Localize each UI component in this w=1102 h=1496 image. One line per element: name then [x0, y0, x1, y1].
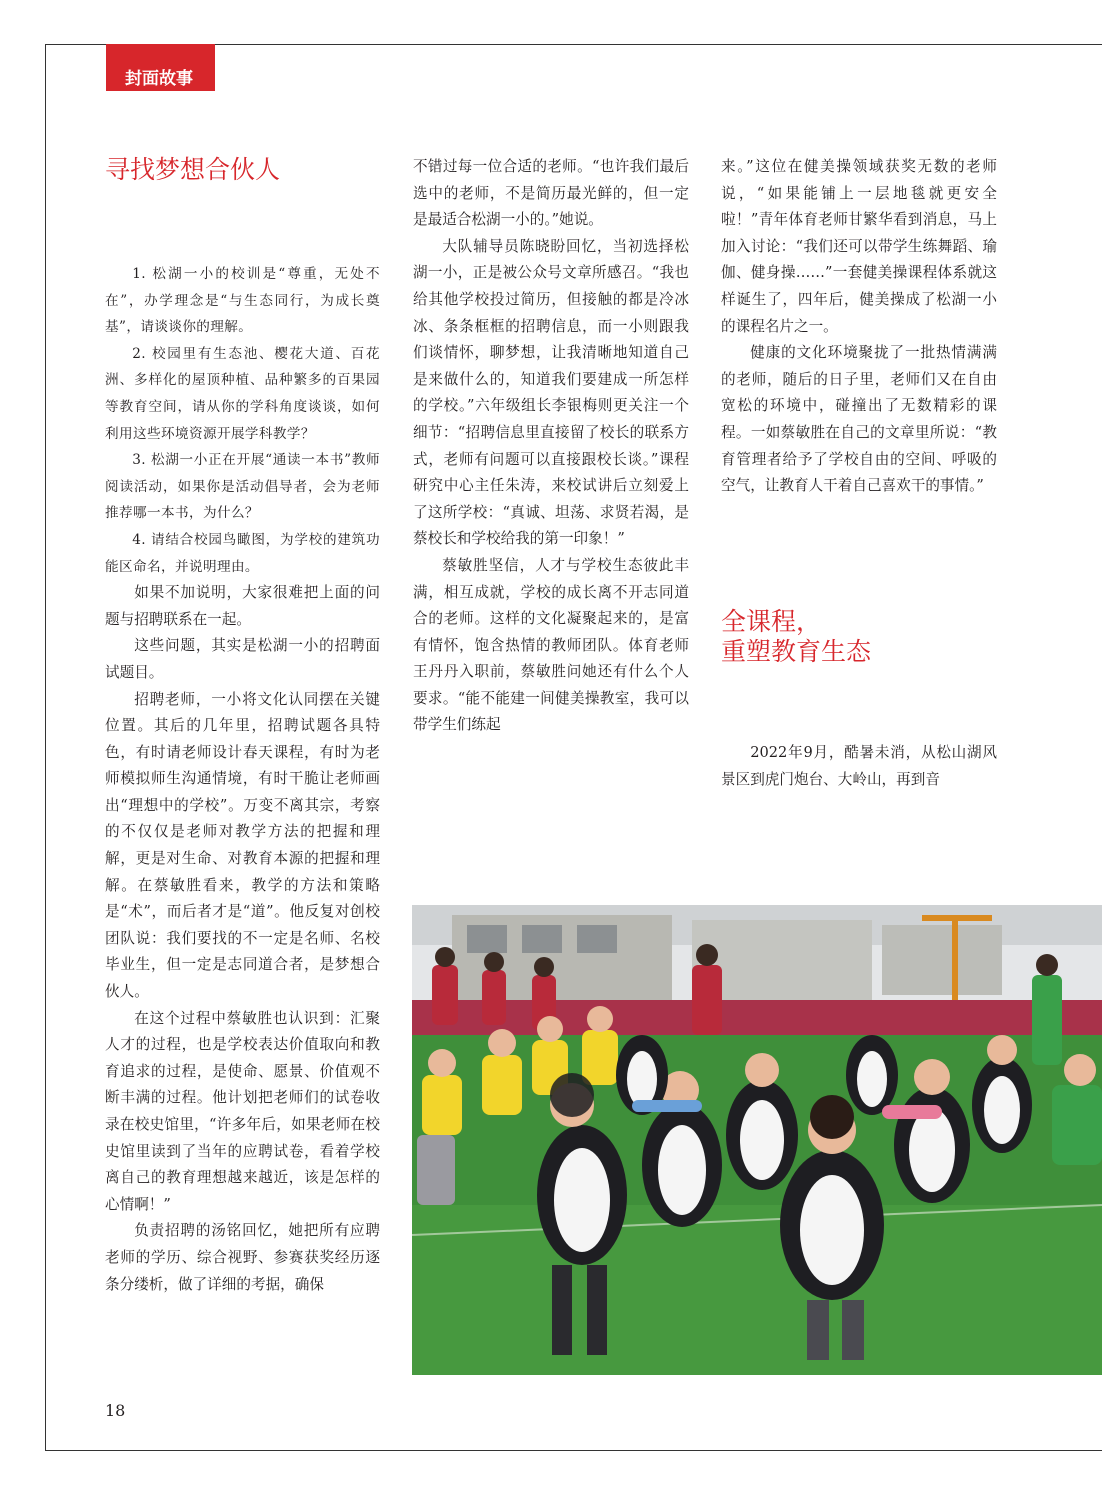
- paragraph: 2022年9月，酷暑未消，从松山湖风景区到虎门炮台、大岭山，再到音: [721, 744, 997, 788]
- school-exercise-photo: [412, 905, 1102, 1375]
- paragraph: 负责招聘的汤铭回忆，她把所有应聘老师的学历、综合视野、参赛获奖经历逐条分缕析，做了详细的考据，确保: [105, 1222, 380, 1293]
- column-3-continued: [721, 740, 997, 793]
- column-3: [721, 154, 997, 500]
- question-3: 3. 松湖一小正在开展“通读一本书”教师阅读活动，如果你是活动倡导者，会为老师推荐哪一本书，为什么？: [105, 452, 380, 522]
- column-1: [105, 261, 380, 1298]
- question-1: 1. 松湖一小的校训是“尊重，无处不在”，办学理念是“与生态同行，为成长奠基”，请谈谈你的理解。: [105, 266, 380, 336]
- question-4: 4. 请结合校园鸟瞰图，为学校的建筑功能区命名，并说明理由。: [105, 531, 380, 575]
- paragraph: 健康的文化环境聚拢了一批热情满满的老师，随后的日子里，老师们又在自由宽松的环境中，碰撞出了无数精彩的课程。一如蔡敏胜在自己的文章里所说：“教育管理者给予了学校自由的空间、呼吸的空气，让教育人干着自己喜欢干的事情。”: [721, 344, 997, 495]
- photo-icon: [412, 905, 1102, 1375]
- heading-curriculum-line-1: 全课程，: [721, 607, 822, 636]
- paragraph: 不错过每一位合适的老师。“也许我们最后选中的老师，不是简历最光鲜的，但一定是最适合松湖一小的。”她说。: [413, 158, 689, 229]
- section-tag: 封面故事: [106, 44, 215, 91]
- paragraph: 如果不加说明，大家很难把上面的问题与招聘联系在一起。: [105, 584, 380, 628]
- paragraph: 蔡敏胜坚信，人才与学校生态彼此丰满，相互成就，学校的成长离不开志同道合的老师。这样的文化凝聚起来的，是富有情怀，饱含热情的教师团队。体育老师王丹丹入职前，蔡敏胜问她还有什么个人要求。“能不能建一间健美操教室，我可以带学生们练起: [413, 556, 689, 734]
- column-2: [413, 154, 689, 739]
- paragraph: 大队辅导员陈晓盼回忆，当初选择松湖一小，正是被公众号文章所感召。“我也给其他学校投过简历，但接触的都是冷冰冰、条条框框的招聘信息，而一小则跟我们谈情怀，聊梦想，让我清晰地知道自己是来做什么的，知道我们要建成一所怎样的学校。”六年级组长李银梅则更关注一个细节：“招聘信息里直接留了校长的联系方式，老师有问题可以直接跟校长谈。”课程研究中心主任朱涛，来校试讲后立刻爱上了这所学校：“真诚、坦荡、求贤若渴，是蔡校长和学校给我的第一印象！”: [413, 237, 689, 548]
- page-number: 18: [105, 1401, 126, 1420]
- paragraph: 在这个过程中蔡敏胜也认识到：汇聚人才的过程，也是学校表达价值取向和教育追求的过程，是使命、愿景、价值观不断丰满的过程。他计划把老师们的试卷收录在校史馆里，“许多年后，如果老师在校史馆里读到了当年的应聘试卷，看着学校离自己的教育理想越来越近，该是怎样的心情啊！”: [105, 1009, 380, 1213]
- heading-curriculum: [721, 607, 871, 667]
- paragraph: 招聘老师，一小将文化认同摆在关键位置。其后的几年里，招聘试题各具特色，有时请老师设计春天课程，有时为老师模拟师生沟通情境，有时干脆让老师画出“理想中的学校”。万变不离其宗，考察的不仅仅是老师对教学方法的把握和理解，更是对生命、对教育本源的把握和理解。在蔡敏胜看来，教学的方法和策略是“术”，而后者才是“道”。他反复对创校团队说：我们要找的不一定是名师、名校毕业生，但一定是志同道合者，是梦想合伙人。: [105, 690, 380, 1001]
- question-2: 2. 校园里有生态池、樱花大道、百花洲、多样化的屋顶种植、品种繁多的百果园等教育空间，请从你的学科角度谈谈，如何利用这些环境资源开展学科教学？: [105, 345, 380, 442]
- paragraph: 这些问题，其实是松湖一小的招聘面试题目。: [105, 637, 380, 681]
- heading-recruit: 寻找梦想合伙人: [105, 155, 281, 184]
- heading-curriculum-line-2: 重塑教育生态: [721, 637, 872, 666]
- paragraph: 来。”这位在健美操领域获奖无数的老师说，“如果能铺上一层地毯就更安全啦！”青年体育老师甘繁华看到消息，马上加入讨论：“我们还可以带学生练舞蹈、瑜伽、健身操……”一套健美操课程体系就这样诞生了，四年后，健美操成了松湖一小的课程名片之一。: [721, 158, 997, 335]
